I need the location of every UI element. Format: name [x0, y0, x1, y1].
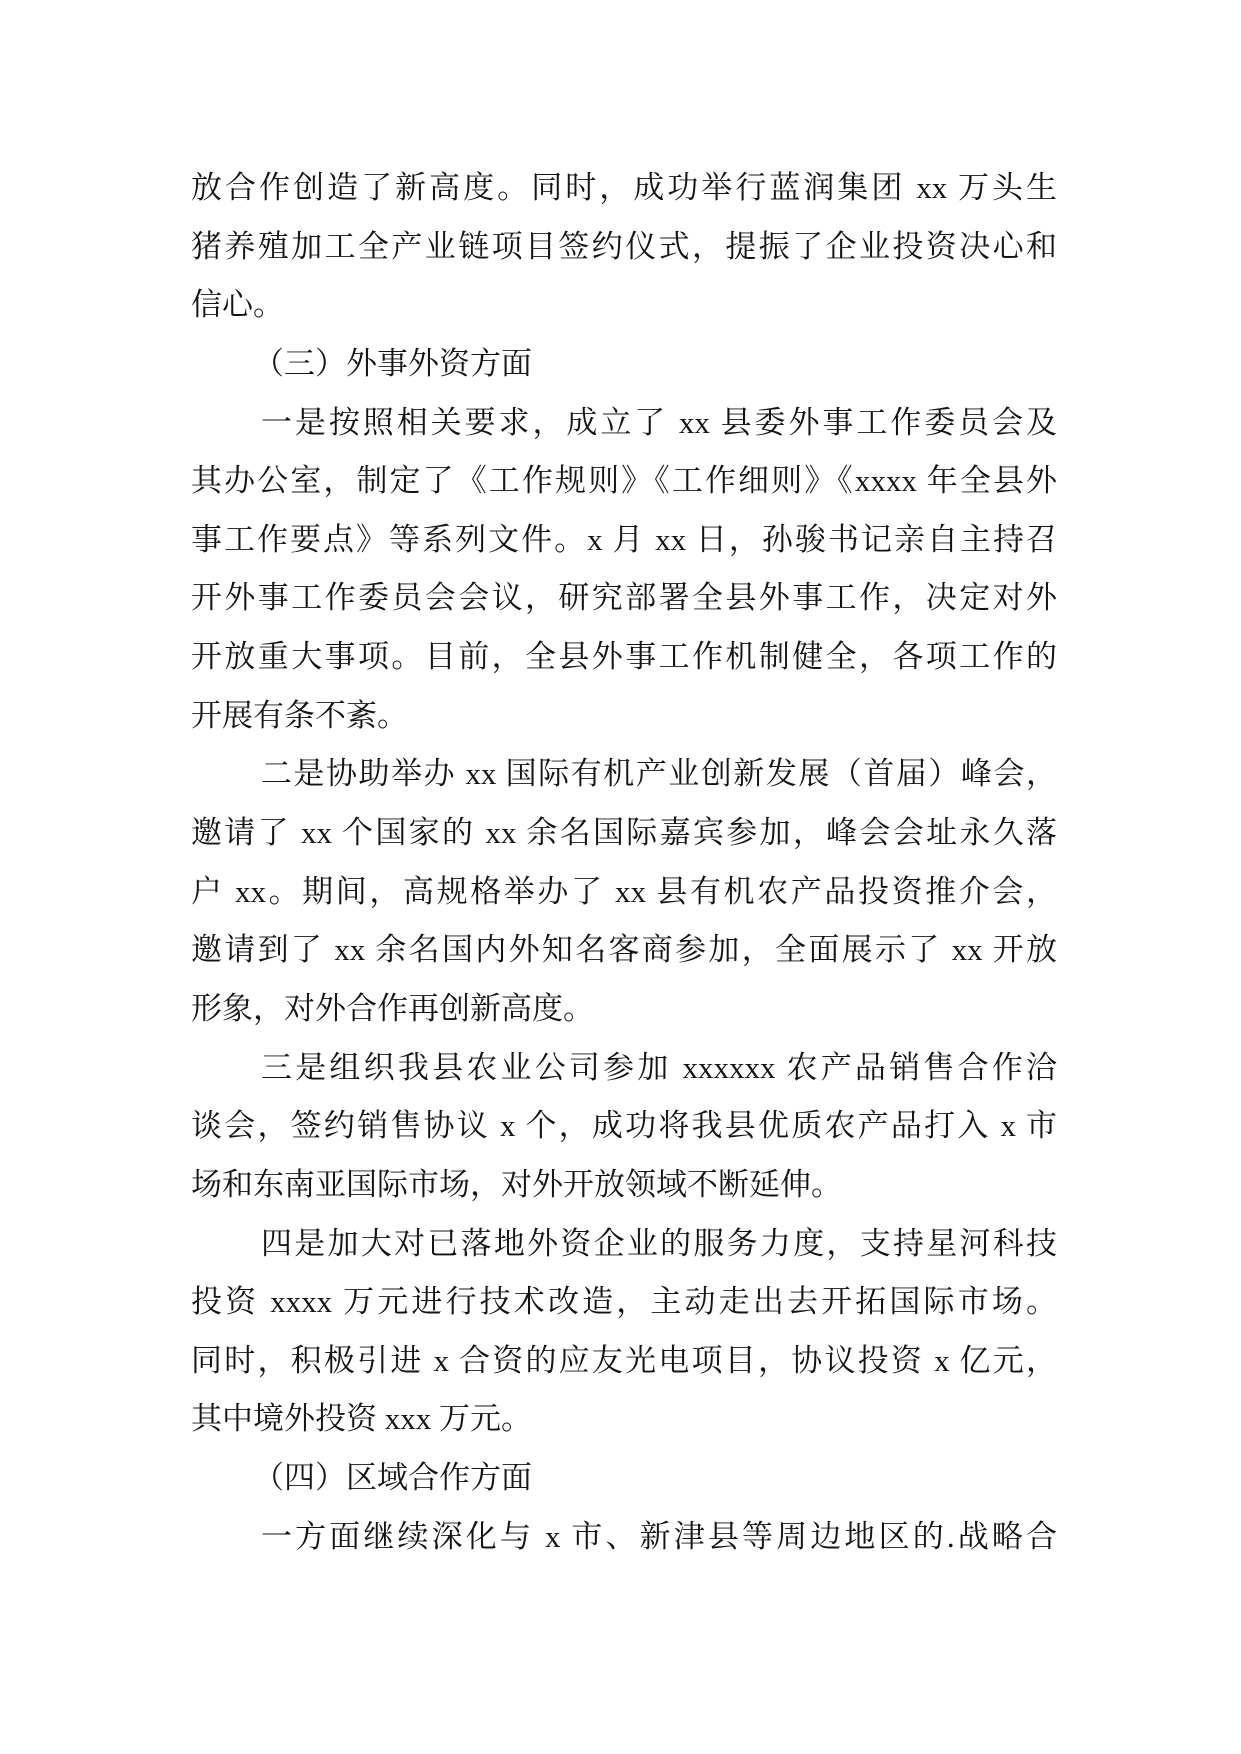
text-line: 邀请了 xx 个国家的 xx 余名国际嘉宾参加，峰会会址永久落 [191, 815, 1057, 851]
text-line: 三是组织我县农业公司参加 xxxxxx 农产品销售合作洽 [261, 1049, 1057, 1085]
document-body [191, 159, 1057, 1566]
text-line: 一是按照相关要求，成立了 xx 县委外事工作委员会及 [261, 404, 1057, 440]
section-heading: （四）区域合作方面 [253, 1460, 532, 1496]
text-line: 同时，积极引进 x 合资的应友光电项目，协议投资 x 亿元， [191, 1342, 1057, 1378]
text-line: 开展有条不紊。 [191, 697, 408, 733]
text-line: 谈会，签约销售协议 x 个，成功将我县优质农产品打入 x 市 [191, 1108, 1057, 1144]
paragraph [191, 1508, 1057, 1567]
paragraph [191, 1039, 1057, 1215]
text-line: 信心。 [191, 287, 284, 323]
text-line: 开放重大事项。目前，全县外事工作机制健全，各项工作的 [191, 639, 1057, 675]
text-line: 场和东南亚国际市场，对外开放领域不断延伸。 [191, 1166, 842, 1202]
text-line: 事工作要点》等系列文件。x 月 xx 日，孙骏书记亲自主持召 [191, 521, 1057, 557]
paragraph [191, 1215, 1057, 1450]
text-line: 投资 xxxx 万元进行技术改造，主动走出去开拓国际市场。 [191, 1284, 1057, 1320]
text-line: 二是协助举办 xx 国际有机产业创新发展（首届）峰会， [261, 756, 1057, 792]
text-line: 一方面继续深化与 x 市、新津县等周边地区的.战略合 [261, 1518, 1057, 1554]
text-line: 户 xx。期间，高规格举办了 xx 县有机农产品投资推介会， [191, 873, 1057, 909]
paragraph [191, 159, 1057, 335]
section-heading: （三）外事外资方面 [253, 345, 532, 381]
text-line: 其中境外投资 xxx 万元。 [191, 1401, 532, 1437]
text-line: 邀请到了 xx 余名国内外知名客商参加，全面展示了 xx 开放 [191, 932, 1057, 968]
paragraph [191, 745, 1057, 1038]
text-line: 放合作创造了新高度。同时，成功举行蓝润集团 xx 万头生 [191, 170, 1057, 205]
text-line: 其办公室，制定了《工作规则》《工作细则》《xxxx 年全县外 [191, 463, 1057, 499]
text-line: 四是加大对已落地外资企业的服务力度，支持星河科技 [261, 1225, 1057, 1261]
text-line: 形象，对外合作再创新高度。 [191, 990, 594, 1026]
paragraph [191, 394, 1057, 746]
text-line: 开外事工作委员会会议，研究部署全县外事工作，决定对外 [191, 580, 1057, 616]
text-line: 猪养殖加工全产业链项目签约仪式，提振了企业投资决心和 [191, 228, 1057, 264]
